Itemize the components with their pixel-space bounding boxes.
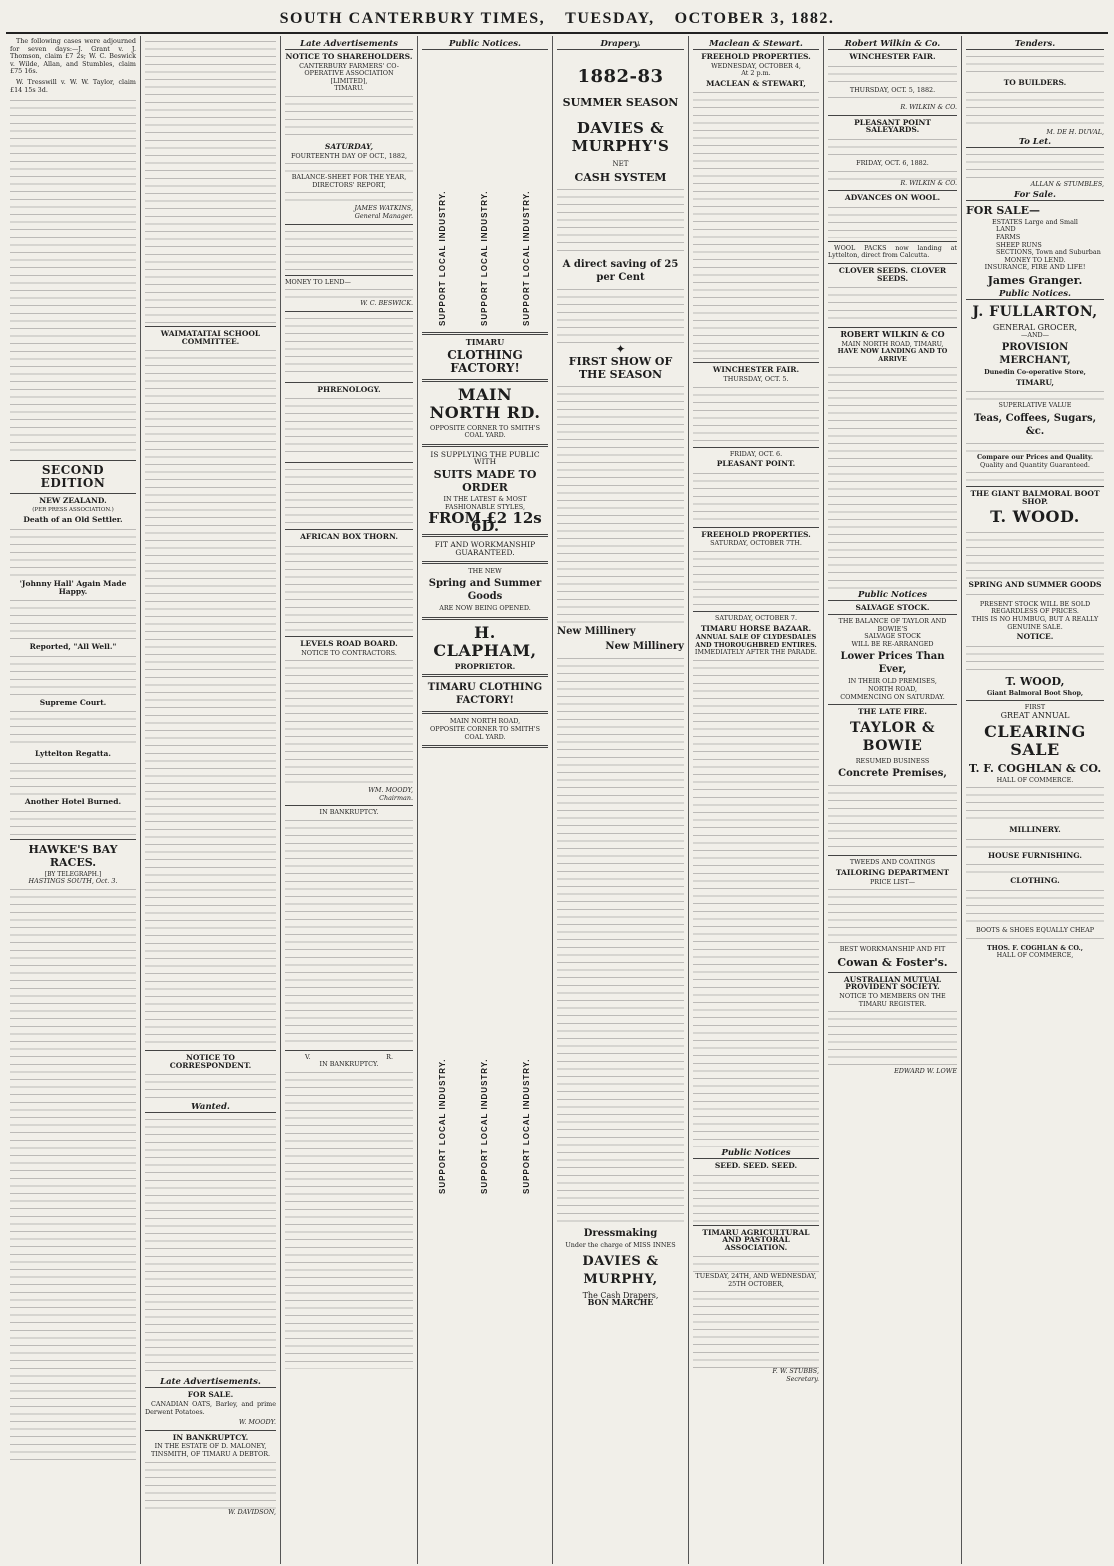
column-8 <box>962 36 1108 1564</box>
public-notices-header-2: Public Notices <box>693 1148 819 1159</box>
coop-town: TIMARU. <box>334 84 364 93</box>
news-heading-3: Reported, "All Well." <box>29 642 117 652</box>
compare-prices: Compare our Prices and Quality. <box>976 452 1094 461</box>
spring-summer-goods: Spring and Summer Goods <box>428 578 542 603</box>
horse-bazaar: TIMARU HORSE BAZAAR. <box>700 623 812 633</box>
late-ads-header: Late Advertisements. <box>145 1377 276 1388</box>
suits-to-order: SUITS MADE TO ORDER <box>433 467 537 494</box>
column-2 <box>141 36 281 1564</box>
no-humbug: THIS IS NO HUMBUG, BUT A REALLY GENUINE SALE. <box>971 615 1099 631</box>
news-heading-1: Death of an Old Settler. <box>23 515 123 525</box>
watkins-signature: JAMES WATKINS, <box>354 204 413 213</box>
saleyards-date: FRIDAY, OCT. 6, 1882. <box>856 158 929 167</box>
directors-report: DIRECTORS' REPORT, <box>312 180 386 189</box>
tailoring: TAILORING DEPARTMENT <box>835 868 950 878</box>
wanted-ads <box>145 1116 276 1376</box>
masthead <box>6 6 1108 34</box>
spring-summer-goods-2: SPRING AND SUMMER GOODS <box>968 580 1102 590</box>
coop-name: CANTERBURY FARMERS' CO-OPERATIVE ASSOCIATION [LIMITED], <box>299 61 399 85</box>
fashionable-styles: IN THE LATEST & MOST FASHIONABLE STYLES, <box>443 494 527 511</box>
support-text-2: SUPPORT LOCAL INDUSTRY. <box>480 190 490 326</box>
re-arranged: WILL BE RE-ARRANGED <box>851 639 934 648</box>
teas-coffees: Teas, Coffees, Sugars, &c. <box>973 412 1097 437</box>
support-text-6: SUPPORT LOCAL INDUSTRY. <box>522 1058 532 1195</box>
nz-heading: NEW ZEALAND. <box>39 496 107 506</box>
saturday-date: SATURDAY, OCTOBER 7TH. <box>710 539 802 548</box>
bon-marche: BON MARCHE <box>587 1297 654 1308</box>
bankruptcy-notice-2: IN BANKRUPTCY. <box>319 1060 379 1069</box>
sheep-item: SHEEP RUNS <box>996 241 1042 249</box>
shareholders-notice: NOTICE TO SHAREHOLDERS. <box>285 52 413 61</box>
support-text-1: SUPPORT LOCAL INDUSTRY. <box>438 190 448 326</box>
timaru-label: TIMARU <box>465 337 505 347</box>
court-case: W. Tresswill v. W. W. Taylor, claim £14 15s 3d. <box>10 77 136 94</box>
support-text-4: SUPPORT LOCAL INDUSTRY. <box>438 1058 448 1195</box>
race-report <box>10 886 136 1466</box>
wilkin-address: MAIN NORTH ROAD, TIMARU, <box>841 339 944 348</box>
r-mark: R. <box>386 1052 393 1061</box>
hall-of-commerce: HALL OF COMMERCE. <box>996 775 1074 784</box>
boots-cheap: BOOTS & SHOES EQUALLY CHEAP <box>975 926 1095 934</box>
clothing-factory-title: CLOTHING FACTORY! <box>447 347 523 375</box>
clover-seeds: CLOVER SEEDS. CLOVER SEEDS. <box>838 265 947 283</box>
agri-association: TIMARU AGRICULTURAL AND PASTORAL ASSOCIATION. <box>702 1227 810 1252</box>
levels-road-heading: LEVELS ROAD BOARD. <box>300 638 398 648</box>
column-1 <box>6 36 141 1564</box>
allan-stumbles: ALLAN & STUMBLES, <box>1030 180 1104 189</box>
opposite-coal-yard: OPPOSITE CORNER TO SMITH'S COAL YARD. <box>430 423 540 440</box>
main-north-road: MAIN NORTH RD. <box>429 384 541 422</box>
contractors-notice: NOTICE TO CONTRACTORS. <box>301 648 397 657</box>
meeting-day: SATURDAY, <box>324 141 374 151</box>
public-notices-header: Public Notices. <box>422 39 548 50</box>
landing-arrive: HAVE NOW LANDING AND TO ARRIVE <box>837 347 948 363</box>
tenders-header: Tenders. <box>966 39 1104 50</box>
season-year: 1882-83 <box>577 66 664 87</box>
column-7 <box>824 36 962 1564</box>
hardware-list <box>828 364 957 589</box>
resumed-business: RESUMED BUSINESS <box>855 756 930 765</box>
north-road: NORTH ROAD, <box>868 685 917 694</box>
hastings-dateline: HASTINGS SOUTH, Oct. 3. <box>28 877 118 886</box>
wanted-header: Wanted. <box>145 1102 276 1113</box>
maclean-stewart-header: Maclean & Stewart. <box>693 39 819 50</box>
clearing-sale: CLEARING SALE <box>984 721 1086 759</box>
press-association: (PER PRESS ASSOCIATION.) <box>32 506 114 513</box>
salvage-stock: SALVAGE STOCK <box>864 632 921 641</box>
now-opened: ARE NOW BEING OPENED. <box>439 604 531 613</box>
concrete-premises: Concrete Premises, <box>838 768 947 780</box>
new-goods-list <box>557 383 684 623</box>
davies-murphy-title: DAVIES & MURPHY'S <box>571 119 670 155</box>
second-edition-heading: SECOND EDITION <box>40 463 106 491</box>
race-continued <box>145 38 276 323</box>
giant-boot-shop: THE GIANT BALMORAL BOOT SHOP. <box>970 489 1100 506</box>
court-opening: The following cases were adjourned for seven days:—J. Grant v. J. Thomson, claim £7 2s; W. C. Beswick v. Wilde, Allan, and Stumbles, claim £75 16s. <box>10 37 136 76</box>
chairman-title: Chairman. <box>379 793 413 802</box>
correspondent-heading: NOTICE TO CORRESPONDENT. <box>169 1053 252 1070</box>
stallion-list <box>693 657 819 1147</box>
hawkes-bay-heading: HAWKE'S BAY RACES. <box>28 842 118 869</box>
late-fire: THE LATE FIRE. <box>858 707 927 717</box>
late-ads-header-2: Late Advertisements <box>285 39 413 50</box>
first-label: FIRST <box>1024 703 1046 712</box>
seed-heading: SEED. SEED. SEED. <box>714 1160 798 1170</box>
cash-system: CASH SYSTEM <box>574 170 667 184</box>
freehold-time: At 2 p.m. <box>741 69 771 78</box>
advances-on-wool: ADVANCES ON WOOL. <box>844 193 941 203</box>
trustee-signature: W. DAVIDSON, <box>227 1507 276 1516</box>
dressmaking-heading: Dressmaking <box>583 1228 658 1240</box>
davies-murphy-footer: DAVIES & MURPHY, <box>582 1253 659 1287</box>
moody-signature: W. MOODY. <box>238 1418 276 1427</box>
money-to-lend: MONEY TO LEND— <box>285 277 351 286</box>
masthead-day: TUESDAY, <box>565 10 655 27</box>
timaru-town: TIMARU, <box>1016 377 1054 387</box>
provision-merchant: PROVISION MERCHANT, <box>999 342 1071 367</box>
discount-banner: A direct saving of 25 per Cent <box>562 258 679 283</box>
sections-item: SECTIONS, Town and Suburban <box>996 249 1101 257</box>
news-heading-4: Supreme Court. <box>39 697 107 707</box>
pleasant-point-saleyards: PLEASANT POINT SALEYARDS. <box>854 117 931 135</box>
wilkin-signature-2: R. WILKIN & CO. <box>900 178 957 187</box>
estate-heading: IN THE ESTATE OF D. MALONEY, TINSMITH, OF TIMARU A DEBTOR. <box>150 1442 271 1458</box>
dressmaking-sub: Under the charge of MISS INNES <box>565 1241 676 1250</box>
after-parade: IMMEDIATELY AFTER THE PARADE. <box>694 648 818 657</box>
house-furnishing: HOUSE FURNISHING. <box>988 850 1082 860</box>
proprietor-title: PROPRIETOR. <box>454 661 516 671</box>
public-notices-header-3: Public Notices <box>828 590 957 601</box>
amp-society: AUSTRALIAN MUTUAL PROVIDENT SOCIETY. <box>843 974 942 992</box>
school-report <box>145 347 276 1047</box>
winchester-heading: WINCHESTER FAIR. <box>712 365 800 375</box>
for-sale-lead: FOR SALE— <box>966 203 1040 217</box>
support-banner-bottom <box>422 754 548 1194</box>
support-text-5: SUPPORT LOCAL INDUSTRY. <box>480 1058 490 1195</box>
public-notices-header-4: Public Notices. <box>966 289 1104 300</box>
court-text <box>10 97 136 457</box>
phrenology-heading: PHRENOLOGY. <box>317 384 381 394</box>
stubbs-signature: F. W. STUBBS, <box>772 1367 819 1376</box>
v-mark: V. <box>305 1052 311 1061</box>
balance-sheet: BALANCE-SHEET FOR THE YEAR, <box>291 173 407 182</box>
news-heading-6: Another Hotel Burned. <box>24 796 122 806</box>
new-millinery-1: New Millinery <box>557 626 636 638</box>
regardless: PRESENT STOCK WILL BE SOLD REGARDLESS OF PRICES. <box>979 599 1091 616</box>
secretary-title: Secretary. <box>786 1375 819 1384</box>
clothing-factory-repeat: TIMARU CLOTHING FACTORY! <box>427 682 543 707</box>
the-new: THE NEW <box>468 566 502 575</box>
supplying-public: IS SUPPLYING THE PUBLIC WITH <box>430 449 540 467</box>
opposite-repeat: OPPOSITE CORNER TO SMITH'S COAL YARD. <box>430 724 540 741</box>
giant-balmoral: Giant Balmoral Boot Shop, <box>986 688 1084 697</box>
masthead-date: OCTOBER 3, 1882. <box>674 10 835 27</box>
first-show-heading: FIRST SHOW OF THE SEASON <box>568 355 673 382</box>
price-list-heading: PRICE LIST— <box>869 877 916 886</box>
winchester-fair-date: THURSDAY, OCT. 5, 1882. <box>849 85 936 94</box>
suit-price: FROM £2 12s 6D. <box>428 509 542 535</box>
freehold-heading-2: FREEHOLD PROPERTIES. <box>701 529 811 539</box>
clothing-heading: CLOTHING. <box>1010 876 1060 886</box>
land-item: LAND <box>996 226 1016 234</box>
tweeds: TWEEDS AND COATINGS <box>849 858 936 867</box>
masthead-paper: SOUTH CANTERBURY TIMES, <box>279 10 546 27</box>
show-date: TUESDAY, 24TH, AND WEDNESDAY, 25TH OCTOBER, <box>695 1272 817 1288</box>
gm-title: General Manager. <box>354 211 413 220</box>
coghlan-footer: THOS. F. COGHLAN & CO., <box>987 943 1083 952</box>
column-3 <box>281 36 418 1564</box>
hall-footer: HALL OF COMMERCE, <box>996 951 1074 960</box>
clydesdale-sale: ANNUAL SALE OF CLYDESDALES AND THOROUGHBRED ENTIRES. <box>695 633 817 649</box>
news-heading-2: 'Johnny Hall' Again Made Happy. <box>19 578 127 596</box>
to-builders: TO BUILDERS. <box>1003 78 1067 87</box>
lower-prices: Lower Prices Than Ever, <box>840 651 945 676</box>
granger: James Granger. <box>987 273 1083 287</box>
old-premises: IN THEIR OLD PREMISES, <box>848 677 937 686</box>
freehold-heading: FREEHOLD PROPERTIES. <box>701 52 811 61</box>
bankruptcy-heading: IN BANKRUPTCY. <box>172 1432 249 1442</box>
school-committee-heading: WAIMATAITAI SCHOOL COMMITTEE. <box>160 329 261 346</box>
wool-packs: WOOL PACKS now landing at Lyttelton, direct from Calcutta. <box>828 243 957 260</box>
wilkin-co: ROBERT WILKIN & CO <box>840 329 945 340</box>
saturday-date-2: SATURDAY, OCTOBER 7. <box>715 613 797 622</box>
cowan-foster: Cowan & Foster's. <box>837 955 948 969</box>
support-text-3: SUPPORT LOCAL INDUSTRY. <box>522 190 532 326</box>
and-dash: —AND— <box>1020 330 1050 339</box>
duval-signature: M. DE H. DUVAL, <box>1046 127 1104 136</box>
tailoring-prices <box>828 886 957 946</box>
tf-coghlan: T. F. COGHLAN & CO. <box>968 761 1102 775</box>
news-heading-5: Lyttelton Regatta. <box>35 749 111 759</box>
meeting-date: FOURTEENTH DAY OF OCT., 1882, <box>290 151 408 160</box>
great-annual: GREAT ANNUAL <box>1000 711 1070 721</box>
freehold-date: WEDNESDAY, OCTOBER 4, <box>711 61 801 70</box>
farms-item: FARMS <box>996 233 1021 241</box>
price-list <box>557 655 684 1225</box>
net-label: NET <box>612 160 629 168</box>
quality-guaranteed: Quality and Quantity Guaranteed. <box>980 460 1090 469</box>
support-banner-top <box>422 56 548 326</box>
to-let-header: To Let. <box>966 137 1104 148</box>
t-wood: T. WOOD. <box>990 507 1080 527</box>
members-notice: NOTICE TO MEMBERS ON THE TIMARU REGISTER. <box>839 992 946 1008</box>
by-telegraph: [BY TELEGRAPH.] <box>44 870 102 878</box>
drapery-header: Drapery. <box>557 39 684 50</box>
bankruptcy-notice-1: IN BANKRUPTCY. <box>319 808 379 817</box>
estates: ESTATES Large and Small <box>992 217 1078 226</box>
t-wood-2: T. WOOD, <box>1005 674 1065 688</box>
winchester-date: THURSDAY, OCT. 5. <box>723 374 789 383</box>
pleasant-point: PLEASANT POINT. <box>716 459 796 469</box>
notice-heading: NOTICE. <box>1016 632 1054 642</box>
fit-guaranteed: FIT AND WORKMANSHIP GUARANTEED. <box>434 540 536 557</box>
salvage-heading: SALVAGE STOCK. <box>855 602 930 612</box>
column-6 <box>689 36 824 1564</box>
friday-date: FRIDAY, OCT. 6. <box>729 449 783 458</box>
tb-balance: THE BALANCE OF TAYLOR AND BOWIE'S <box>838 617 947 633</box>
winchester-fair: WINCHESTER FAIR. <box>849 52 936 61</box>
fullarton: J. FULLARTON, <box>972 303 1098 320</box>
dunedin-store: Dunedin Co-operative Store, <box>984 368 1086 377</box>
taylor-bowie: TAYLOR & BOWIE <box>850 719 935 754</box>
for-sale-heading: FOR SALE. <box>187 1390 234 1400</box>
money-to-lend-2: MONEY TO LEND. <box>1004 255 1066 264</box>
insurance: INSURANCE, FIRE AND LIFE! <box>984 263 1086 272</box>
summer-season: SUMMER SEASON <box>562 96 679 109</box>
superlative: SUPERLATIVE VALUE <box>998 401 1072 410</box>
new-millinery-2: New Millinery <box>605 641 684 653</box>
main-north-road-repeat: MAIN NORTH ROAD, <box>449 717 521 726</box>
column-4 <box>418 36 553 1564</box>
auctioneer-1: MACLEAN & STEWART, <box>706 78 806 88</box>
cash-drapers: The Cash Drapers, <box>582 1290 659 1300</box>
lowe-signature: EDWARD W. LOWE <box>894 1067 957 1076</box>
beswick-signature: W. C. BESWICK. <box>360 299 413 308</box>
wilkin-signature-1: R. WILKIN & CO. <box>900 103 957 112</box>
wilkin-header: Robert Wilkin & Co. <box>828 39 957 50</box>
box-thorn-heading: AFRICAN BOX THORN. <box>300 532 398 542</box>
millinery-heading: MILLINERY. <box>1009 825 1061 835</box>
commencing: COMMENCING ON SATURDAY. <box>840 692 945 701</box>
column-5: Drapery. 1882-83 SUMMER SEASON DAVIES & MURPHY'S NET CASH SYSTEM A direct saving of 25 per Cent ✦ FIRST SHOW OF THE SEASON New Millinery New Millinery Dressmaking Under the charge of MISS INNES DAVIES & MURPHY, The Cash Drapers, BON MARCHE <box>553 36 689 1564</box>
moody-chair-signature: WM. MOODY, <box>368 786 413 795</box>
best-workmanship: BEST WORKMANSHIP AND FIT <box>839 945 946 954</box>
for-sale-text: CANADIAN OATS, Barley, and prime Derwent Potatoes. <box>145 1399 276 1416</box>
columns <box>6 36 1108 1564</box>
for-sale-header: For Sale. <box>966 190 1104 201</box>
clapham-name: H. CLAPHAM, <box>433 622 537 660</box>
general-grocer: GENERAL GROCER, <box>992 322 1078 332</box>
